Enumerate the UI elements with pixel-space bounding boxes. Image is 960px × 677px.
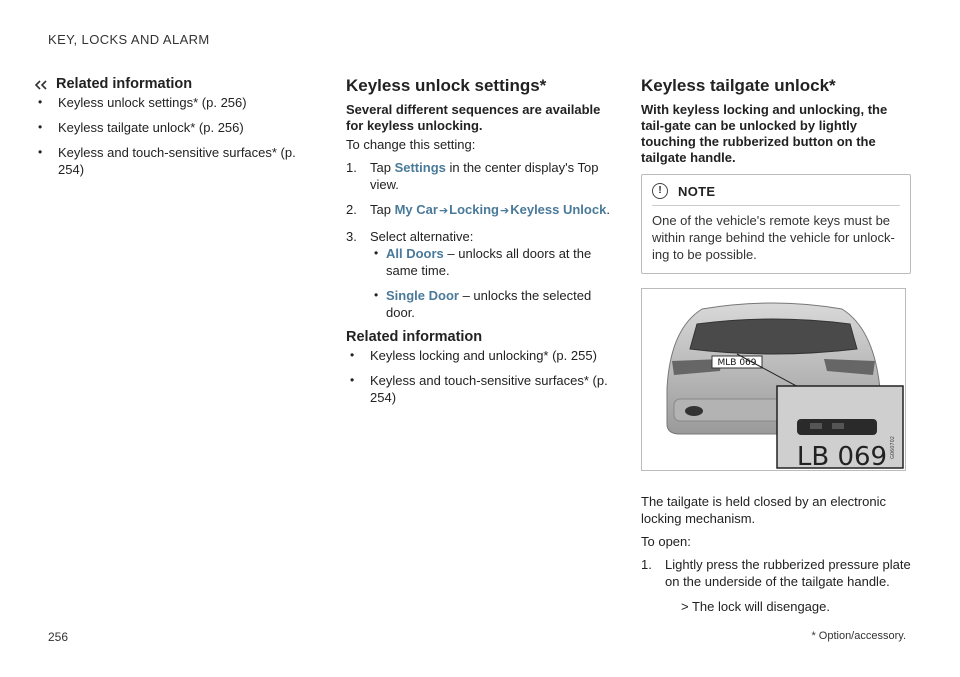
menu-link-locking[interactable]: Locking <box>449 202 499 217</box>
arrow-right-icon: ➔ <box>438 205 449 217</box>
section-title: Keyless tailgate unlock* <box>641 76 836 95</box>
keyless-tailgate-column <box>641 76 911 623</box>
related-link[interactable]: • Keyless tailgate unlock* (p. 256) <box>34 119 304 136</box>
related-list <box>34 94 304 178</box>
related-info-column <box>34 76 304 186</box>
result-text: > The lock will disengage. <box>681 599 830 614</box>
related-heading: Related information <box>346 329 483 345</box>
option-item: • Single Door – unlocks the selected door. <box>370 287 616 321</box>
step-item: 1. Tap Settings in the center display's Top view. <box>346 160 599 192</box>
page-number: 256 <box>48 630 69 644</box>
related-link[interactable]: • Keyless locking and unlocking* (p. 255) <box>346 347 616 364</box>
menu-link-keyless-unlock[interactable]: Keyless Unlock <box>510 202 607 217</box>
keyless-unlock-settings-column <box>346 76 616 414</box>
intro-text: To change this setting: <box>346 137 476 152</box>
body-text: To open: <box>641 534 691 549</box>
footnote: * Option/accessory. <box>811 630 906 642</box>
lead-text: With keyless locking and unlocking, the tail-gate can be unlocked by lightly touching the rubberized button on the tailgate handle. <box>641 102 888 165</box>
steps-list <box>346 159 616 321</box>
options-list <box>370 245 616 321</box>
plate-text: MLB 069 <box>717 358 757 368</box>
option-item: • All Doors – unlocks all doors at the same time. <box>370 245 616 279</box>
related-link[interactable]: • Keyless unlock settings* (p. 256) <box>34 94 304 111</box>
inset-plate-text: LB 069 <box>796 442 888 470</box>
body-text: The tailgate is held closed by an electronic locking mechanism. <box>641 494 886 526</box>
info-icon: ! <box>652 183 668 199</box>
lead-text: Several different sequences are available for keyless unlocking. <box>346 102 601 133</box>
note-box <box>641 174 911 274</box>
menu-link-settings[interactable]: Settings <box>394 160 446 175</box>
tailgate-illustration <box>641 288 906 471</box>
related-link[interactable]: • Keyless and touch-sensitive surfaces* (p. 254) <box>34 144 304 178</box>
note-label: NOTE <box>678 183 716 199</box>
car-rear-illustration <box>642 289 905 470</box>
menu-link-my-car[interactable]: My Car <box>394 202 438 217</box>
steps-list <box>641 556 911 615</box>
option-single-door[interactable]: Single Door <box>386 288 459 303</box>
step-item: 2. Tap My Car➔Locking➔Keyless Unlock. <box>346 202 610 217</box>
option-all-doors[interactable]: All Doors <box>386 246 444 261</box>
step-item: 1. Lightly press the rubberized pressure plate on the underside of the tailgate handle. > The lock will disengage. <box>641 557 911 614</box>
step-item: 3. Select alternative: • All Doors – unlocks all doors at the same time. • Single Door – unlocks the selected door. <box>346 228 616 321</box>
section-title: Keyless unlock settings* <box>346 76 547 95</box>
related-link[interactable]: • Keyless and touch-sensitive surfaces* (p. 254) <box>346 372 616 406</box>
related-heading: Related information <box>56 76 193 92</box>
section-header: KEY, LOCKS AND ALARM <box>48 32 210 47</box>
note-text: One of the vehicle's remote keys must be within range behind the vehicle for unlock-ing to be possible. <box>652 213 895 262</box>
arrow-right-icon: ➔ <box>500 205 510 217</box>
figure-code: G060702 <box>890 436 896 459</box>
related-list <box>346 347 616 406</box>
